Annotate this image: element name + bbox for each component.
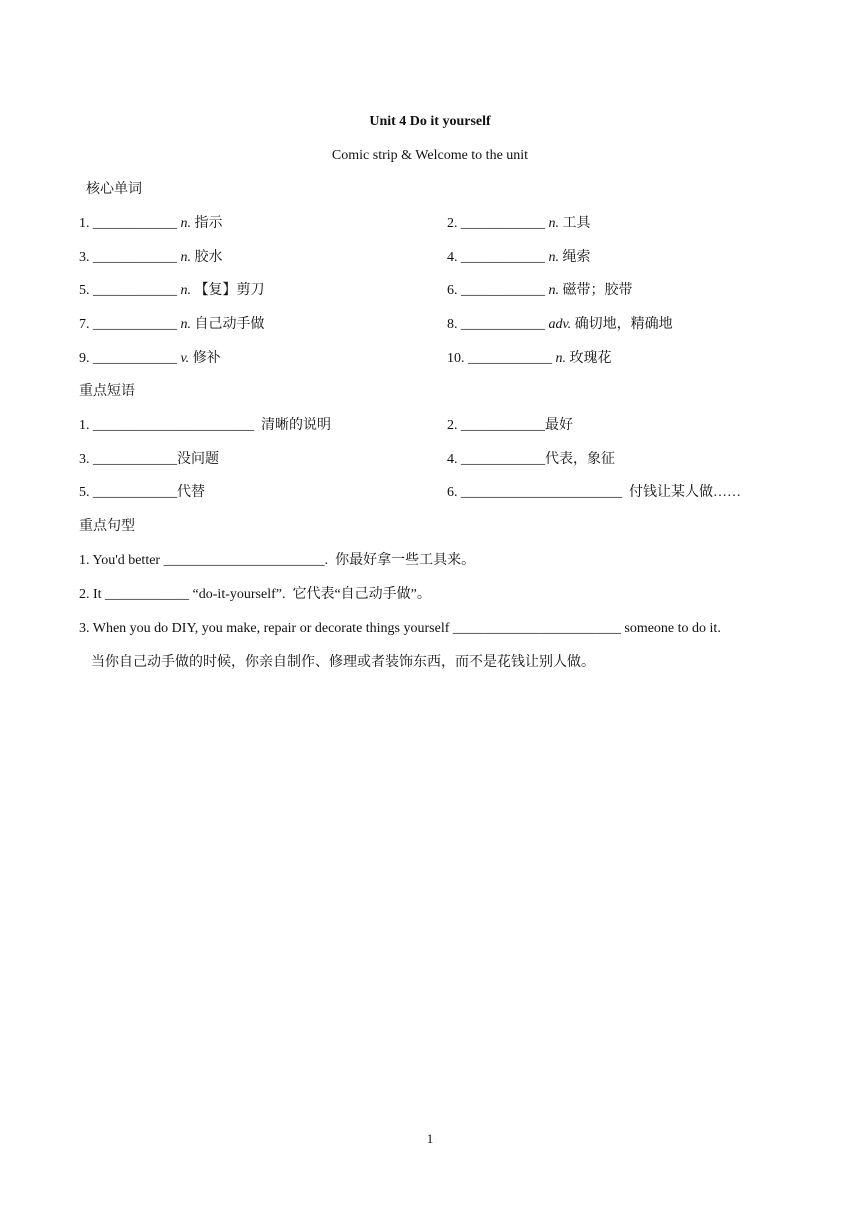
word-pos: n. [548, 283, 559, 299]
word-item [79, 316, 265, 334]
word-pos: n. [180, 249, 191, 265]
phrase-meaning: 没问题 [177, 451, 219, 467]
sentence-item: 3. When you do DIY, you make, repair or decorate things yourself ________________________ someone to do it. [79, 621, 721, 636]
page-number: 1 [426, 1131, 434, 1146]
phrase-item [447, 417, 573, 435]
phrase-blank: ____________ [461, 418, 545, 433]
word-meaning: 自己动手做 [194, 317, 265, 333]
word-pos: n. [180, 216, 191, 231]
sentence-item: 1. You'd better _______________________. 你最好拿一些工具来。 [79, 553, 476, 568]
phrase-meaning: 最好 [545, 418, 573, 433]
word-blank: ____________ [461, 216, 545, 231]
phrase-num: 1. [79, 418, 90, 433]
phrase-meaning: 付钱让某人做…… [629, 485, 741, 501]
word-num: 8. [447, 317, 458, 333]
phrase-num: 4. [447, 451, 458, 467]
word-pos: n. [555, 350, 566, 366]
phrase-item [79, 484, 205, 502]
word-blank: ____________ [461, 317, 545, 333]
phrase-item [79, 451, 219, 469]
sentence-translation: 当你自己动手做的时候，你亲自制作、修理或者装饰东西，而不是花钱让别人做。 [91, 655, 595, 670]
word-meaning: 【复】剪刀 [194, 283, 265, 299]
phrase-num: 3. [79, 451, 90, 467]
word-blank: ____________ [461, 283, 545, 299]
section-heading-phrases: 重点短语 [79, 384, 135, 399]
word-num: 4. [447, 249, 458, 265]
word-meaning: 修补 [192, 350, 221, 366]
word-meaning: 磁带；胶带 [562, 283, 633, 299]
word-meaning: 玫瑰花 [569, 350, 612, 366]
word-item [79, 215, 223, 233]
word-pos: adv. [548, 317, 572, 333]
word-pos: n. [548, 249, 559, 265]
phrase-blank: _______________________ [93, 418, 254, 433]
word-meaning: 工具 [562, 216, 591, 231]
phrase-blank: ____________ [461, 451, 545, 467]
word-item [447, 282, 633, 300]
word-num: 1. [79, 216, 90, 231]
page-subtitle: Comic strip & Welcome to the unit [331, 148, 529, 163]
word-num: 9. [79, 350, 90, 366]
word-blank: ____________ [468, 350, 552, 366]
section-heading-words: 核心单词 [86, 182, 142, 197]
phrase-num: 5. [79, 485, 90, 501]
word-num: 3. [79, 249, 90, 265]
word-blank: ____________ [461, 249, 545, 265]
phrase-item [447, 484, 741, 502]
section-heading-sentences: 重点句型 [79, 519, 135, 534]
word-pos: n. [180, 317, 191, 333]
word-blank: ____________ [93, 216, 177, 231]
sentence-item: 2. It ____________ “do-it-yourself”. 它代表“自己动手做”。 [79, 587, 431, 602]
word-blank: ____________ [93, 317, 177, 333]
word-blank: ____________ [93, 283, 177, 299]
phrase-meaning: 代替 [177, 485, 205, 501]
phrase-blank: ____________ [93, 451, 177, 467]
word-num: 6. [447, 283, 458, 299]
word-blank: ____________ [93, 350, 177, 366]
word-meaning: 指示 [194, 216, 223, 231]
word-pos: n. [180, 283, 191, 299]
phrase-item [447, 451, 615, 469]
word-item [447, 350, 612, 368]
word-item [447, 249, 591, 267]
word-pos: v. [180, 350, 190, 366]
word-item [79, 282, 265, 300]
phrase-blank: ____________ [93, 485, 177, 501]
phrase-item [79, 417, 331, 435]
phrase-meaning: 清晰的说明 [261, 418, 331, 433]
word-meaning: 胶水 [194, 249, 223, 265]
page-title: Unit 4 Do it yourself [369, 114, 491, 129]
phrase-num: 2. [447, 418, 458, 433]
word-pos: n. [548, 216, 559, 231]
word-num: 5. [79, 283, 90, 299]
word-num: 2. [447, 216, 458, 231]
word-meaning: 确切地，精确地 [574, 317, 673, 333]
phrase-num: 6. [447, 485, 458, 501]
word-num: 10. [447, 350, 465, 366]
word-meaning: 绳索 [562, 249, 591, 265]
word-blank: ____________ [93, 249, 177, 265]
phrase-meaning: 代表，象征 [545, 451, 615, 467]
word-item [447, 316, 673, 334]
phrase-blank: _______________________ [461, 485, 622, 501]
word-item [79, 350, 221, 368]
word-item [79, 249, 223, 267]
word-item [447, 215, 591, 233]
word-num: 7. [79, 317, 90, 333]
